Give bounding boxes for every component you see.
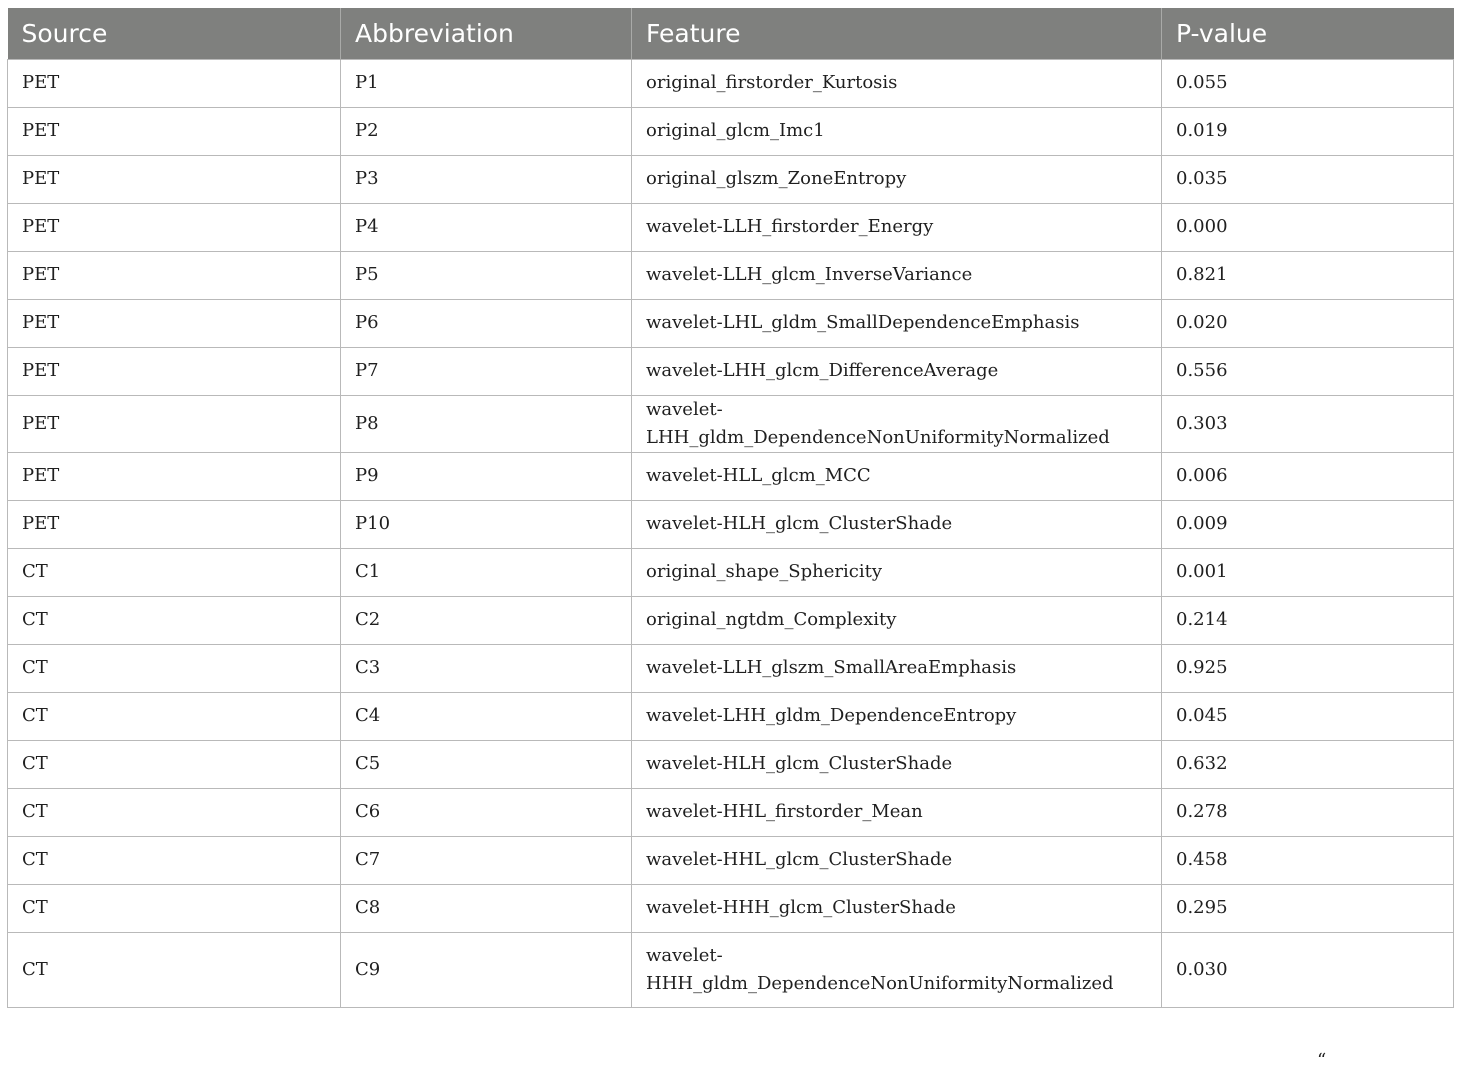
table-row — [8, 644, 1454, 692]
cell-feature: wavelet-LLH_firstorder_Energy — [632, 203, 1162, 251]
cell-source: PET — [8, 155, 341, 203]
cell-feature: original_glcm_Imc1 — [632, 107, 1162, 155]
table-row — [8, 347, 1454, 395]
cell-source: PET — [8, 107, 341, 155]
cell-source: PET — [8, 452, 341, 500]
cell-abbreviation: C6 — [341, 788, 632, 836]
cell-p-value: 0.020 — [1162, 299, 1454, 347]
cell-source: CT — [8, 788, 341, 836]
cell-p-value: 0.000 — [1162, 203, 1454, 251]
table-row — [8, 299, 1454, 347]
cell-p-value: 0.556 — [1162, 347, 1454, 395]
cell-feature: wavelet-HLH_glcm_ClusterShade — [632, 500, 1162, 548]
table-row — [8, 596, 1454, 644]
cell-feature: wavelet-HHL_glcm_ClusterShade — [632, 836, 1162, 884]
table-row — [8, 788, 1454, 836]
cell-abbreviation: P1 — [341, 59, 632, 107]
cell-source: PET — [8, 395, 341, 452]
cell-abbreviation: P3 — [341, 155, 632, 203]
cell-p-value: 0.009 — [1162, 500, 1454, 548]
cell-feature: wavelet-LLH_glszm_SmallAreaEmphasis — [632, 644, 1162, 692]
cell-feature: wavelet-LHH_glcm_DifferenceAverage — [632, 347, 1162, 395]
cell-feature: wavelet-LLH_glcm_InverseVariance — [632, 251, 1162, 299]
cell-source: PET — [8, 59, 341, 107]
cell-abbreviation: P6 — [341, 299, 632, 347]
cell-feature: wavelet-LHL_gldm_SmallDependenceEmphasis — [632, 299, 1162, 347]
cell-feature: wavelet-HHH_glcm_ClusterShade — [632, 884, 1162, 932]
cell-source: CT — [8, 836, 341, 884]
table-row — [8, 452, 1454, 500]
cell-abbreviation: C8 — [341, 884, 632, 932]
cell-p-value: 0.006 — [1162, 452, 1454, 500]
cell-feature: original_ngtdm_Complexity — [632, 596, 1162, 644]
cell-abbreviation: C5 — [341, 740, 632, 788]
cell-p-value: 0.030 — [1162, 932, 1454, 1007]
table-row — [8, 500, 1454, 548]
cell-p-value: 0.925 — [1162, 644, 1454, 692]
header-source: Source — [8, 8, 341, 59]
header-feature: Feature — [632, 8, 1162, 59]
cell-source: CT — [8, 740, 341, 788]
cell-abbreviation: C4 — [341, 692, 632, 740]
cell-abbreviation: C2 — [341, 596, 632, 644]
table-row — [8, 692, 1454, 740]
cell-abbreviation: C9 — [341, 932, 632, 1007]
cell-abbreviation: P5 — [341, 251, 632, 299]
feature-table-container — [7, 8, 1453, 1008]
cell-feature: original_firstorder_Kurtosis — [632, 59, 1162, 107]
cell-p-value: 0.278 — [1162, 788, 1454, 836]
cell-p-value: 0.632 — [1162, 740, 1454, 788]
cell-feature: wavelet-LHH_gldm_DependenceEntropy — [632, 692, 1162, 740]
cell-feature: original_shape_Sphericity — [632, 548, 1162, 596]
cell-abbreviation: C3 — [341, 644, 632, 692]
header-row — [8, 8, 1454, 59]
cell-source: CT — [8, 596, 341, 644]
header-p-value: P-value — [1162, 8, 1454, 59]
cell-p-value: 0.458 — [1162, 836, 1454, 884]
cell-p-value: 0.303 — [1162, 395, 1454, 452]
cell-source: PET — [8, 299, 341, 347]
cell-feature: wavelet-HHL_firstorder_Mean — [632, 788, 1162, 836]
cell-abbreviation: P8 — [341, 395, 632, 452]
radiomics-feature-table — [7, 8, 1454, 1008]
table-body — [8, 59, 1454, 1007]
cell-source: PET — [8, 347, 341, 395]
table-row — [8, 884, 1454, 932]
table-row — [8, 155, 1454, 203]
table-header — [8, 8, 1454, 59]
cell-abbreviation: P7 — [341, 347, 632, 395]
cell-feature: wavelet-HLH_glcm_ClusterShade — [632, 740, 1162, 788]
cell-source: CT — [8, 884, 341, 932]
table-row — [8, 932, 1454, 1007]
cell-p-value: 0.055 — [1162, 59, 1454, 107]
cell-p-value: 0.821 — [1162, 251, 1454, 299]
table-row — [8, 548, 1454, 596]
cell-p-value: 0.214 — [1162, 596, 1454, 644]
table-row — [8, 740, 1454, 788]
footer-quote-mark: “ — [1317, 1050, 1327, 1071]
cell-p-value: 0.001 — [1162, 548, 1454, 596]
table-row — [8, 836, 1454, 884]
cell-source: PET — [8, 500, 341, 548]
cell-source: PET — [8, 203, 341, 251]
cell-abbreviation: P9 — [341, 452, 632, 500]
cell-p-value: 0.019 — [1162, 107, 1454, 155]
cell-source: CT — [8, 548, 341, 596]
cell-abbreviation: P4 — [341, 203, 632, 251]
cell-source: CT — [8, 692, 341, 740]
cell-abbreviation: P10 — [341, 500, 632, 548]
cell-p-value: 0.045 — [1162, 692, 1454, 740]
cell-abbreviation: C1 — [341, 548, 632, 596]
table-row — [8, 251, 1454, 299]
cell-source: CT — [8, 644, 341, 692]
header-abbreviation: Abbreviation — [341, 8, 632, 59]
table-row — [8, 59, 1454, 107]
cell-feature: wavelet-HHH_gldm_DependenceNonUniformityNormalized — [632, 932, 1162, 1007]
table-row — [8, 203, 1454, 251]
cell-feature: wavelet-HLL_glcm_MCC — [632, 452, 1162, 500]
cell-source: CT — [8, 932, 341, 1007]
cell-abbreviation: C7 — [341, 836, 632, 884]
cell-p-value: 0.035 — [1162, 155, 1454, 203]
table-row — [8, 395, 1454, 452]
table-row — [8, 107, 1454, 155]
cell-feature: original_glszm_ZoneEntropy — [632, 155, 1162, 203]
cell-abbreviation: P2 — [341, 107, 632, 155]
cell-feature: wavelet-LHH_gldm_DependenceNonUniformityNormalized — [632, 395, 1162, 452]
cell-source: PET — [8, 251, 341, 299]
cell-p-value: 0.295 — [1162, 884, 1454, 932]
